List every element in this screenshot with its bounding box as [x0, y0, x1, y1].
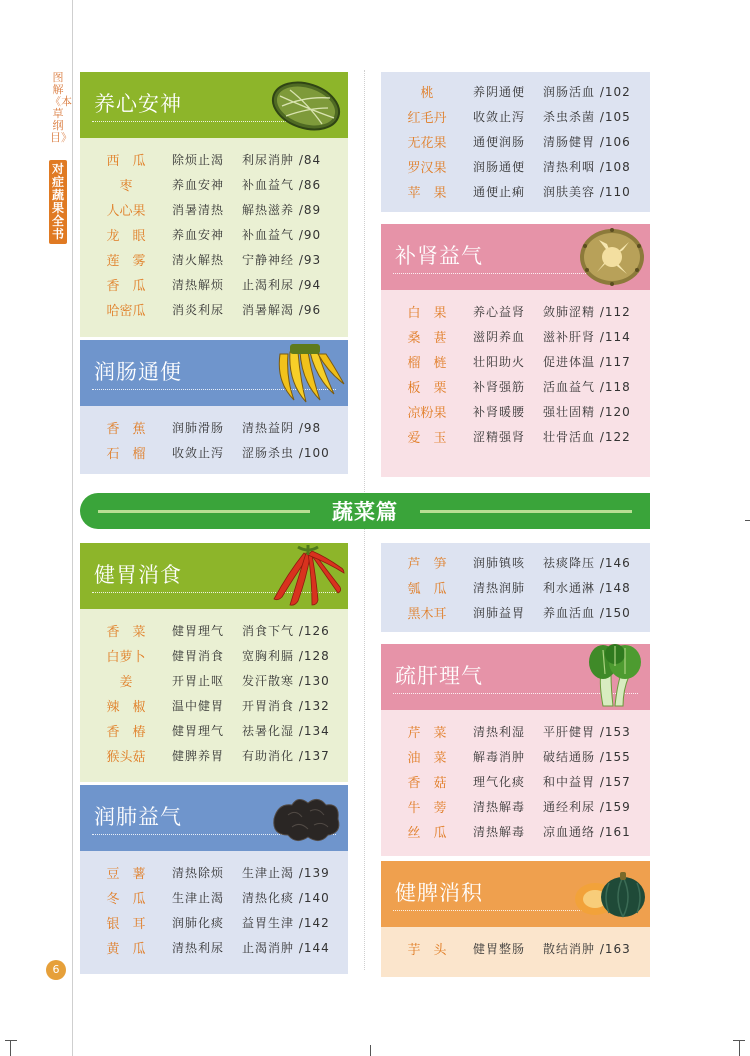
page-number: 6: [46, 960, 66, 980]
list-item[interactable]: 猴头菇 健脾养胃 有助消化 /137: [106, 749, 330, 765]
melon-icon: [268, 78, 344, 134]
category-title: 润肠通便: [94, 360, 182, 384]
list-item[interactable]: 莲 雾 清火解热 宁静神经 /93: [106, 253, 322, 269]
category-block-calm-mind: [80, 72, 348, 337]
category-header: [381, 644, 650, 710]
list-item[interactable]: 芋 头 健胃整肠 散结消肿 /163: [407, 942, 631, 958]
list-item[interactable]: 辣 椒 温中健胃 开胃消食 /132: [106, 699, 330, 715]
category-header: [80, 72, 348, 138]
section-tag: 对症蔬果全书: [49, 160, 67, 244]
list-item[interactable]: 哈密瓜 消炎利尿 消暑解渴 /96: [106, 303, 322, 319]
category-block-lung: [80, 785, 348, 974]
list-item[interactable]: 石 榴 收敛止泻 涩肠杀虫 /100: [106, 446, 330, 462]
list-item[interactable]: 西 瓜 除烦止渴 利尿消肿 /84: [106, 153, 322, 169]
list-item[interactable]: 香 菜 健胃理气 消食下气 /126: [106, 624, 330, 640]
list-item[interactable]: 瓠 瓜 清热润肺 利水通淋 /148: [407, 581, 631, 597]
list-item[interactable]: 桑 葚 滋阴养血 滋补肝肾 /114: [407, 330, 631, 346]
list-item[interactable]: 白萝卜 健胃消食 宽胸利膈 /128: [106, 649, 330, 665]
crop-mark: [745, 520, 750, 521]
category-title: 润肺益气: [94, 805, 182, 829]
list-item[interactable]: 银 耳 润肺化痰 益胃生津 /142: [106, 916, 330, 932]
list-item[interactable]: 芦 笋 润肺镇咳 祛痰降压 /146: [407, 556, 631, 572]
list-item[interactable]: 黑木耳 润肺益胃 养血活血 /150: [407, 606, 631, 622]
category-header: [381, 224, 650, 290]
category-header: [381, 861, 650, 927]
list-item[interactable]: 油 菜 解毒消肿 破结通肠 /155: [407, 750, 631, 766]
list-item[interactable]: 丝 瓜 清热解毒 凉血通络 /161: [407, 825, 631, 841]
bok-choy-icon: [585, 644, 645, 708]
list-item[interactable]: 无花果 通便润肠 清肠健胃 /106: [407, 135, 631, 151]
crop-mark: [739, 1040, 740, 1056]
section-banner-title: 蔬菜篇: [332, 500, 398, 524]
durian-icon: [577, 226, 647, 288]
category-header: [80, 340, 348, 406]
list-item[interactable]: 芹 菜 清热利湿 平肝健胃 /153: [407, 725, 631, 741]
category-header: [80, 543, 348, 609]
chili-pepper-icon: [268, 543, 346, 609]
banana-icon: [272, 342, 346, 404]
list-item[interactable]: 黄 瓜 清热利尿 止渴消肿 /144: [106, 941, 330, 957]
section-banner: [80, 493, 650, 529]
list-item[interactable]: 牛 蒡 清热解毒 通经利尿 /159: [407, 800, 631, 816]
crop-mark: [10, 1040, 11, 1056]
list-item[interactable]: 人心果 消暑清热 解热滋养 /89: [106, 203, 322, 219]
list-item[interactable]: 香 蕉 润肺滑肠 清热益阴 /98: [106, 421, 322, 437]
book-title: 图解《本草纲目》: [50, 71, 72, 144]
black-fungus-icon: [268, 789, 344, 847]
list-item[interactable]: 板 栗 补肾强筋 活血益气 /118: [407, 380, 631, 396]
category-block-bowel: [80, 340, 348, 474]
list-item[interactable]: 桃 养阴通便 润肠活血 /102: [420, 85, 631, 101]
list-item[interactable]: 冬 瓜 生津止渴 清热化痰 /140: [106, 891, 330, 907]
category-block-bowel-continued: [381, 72, 650, 212]
category-title: 健胃消食: [94, 563, 182, 587]
category-title: 健脾消积: [395, 881, 483, 905]
category-header: [80, 785, 348, 851]
list-item[interactable]: 苹 果 通便止痢 润肤美容 /110: [407, 185, 631, 201]
pumpkin-icon: [573, 869, 647, 921]
list-item[interactable]: 白 果 养心益肾 敛肺涩精 /112: [407, 305, 631, 321]
category-block-digestion: [80, 543, 348, 782]
crop-mark: [370, 1045, 371, 1056]
category-block-kidney: [381, 224, 650, 477]
category-title: 补肾益气: [395, 244, 483, 268]
list-item[interactable]: 豆 薯 清热除烦 生津止渴 /139: [106, 866, 330, 882]
list-item[interactable]: 凉粉果 补肾暖腰 强壮固精 /120: [407, 405, 631, 421]
list-item[interactable]: 香 瓜 清热解烦 止渴利尿 /94: [106, 278, 322, 294]
list-item[interactable]: 罗汉果 润肠通便 清热利咽 /108: [407, 160, 631, 176]
category-block-spleen: [381, 861, 650, 977]
category-block-lung-continued: [381, 543, 650, 632]
crop-mark: [5, 1040, 17, 1041]
list-item[interactable]: 姜 开胃止呕 发汗散寒 /130: [119, 674, 330, 690]
list-item[interactable]: 榴 梿 壮阳助火 促进体温 /117: [407, 355, 631, 371]
list-item[interactable]: 红毛丹 收敛止泻 杀虫杀菌 /105: [407, 110, 631, 126]
list-item[interactable]: 香 菇 理气化痰 和中益胃 /157: [407, 775, 631, 791]
list-item[interactable]: 龙 眼 养血安神 补血益气 /90: [106, 228, 322, 244]
list-item[interactable]: 爱 玉 涩精强肾 壮骨活血 /122: [407, 430, 631, 446]
page-spine-line: [72, 0, 73, 1056]
category-title: 养心安神: [94, 92, 182, 116]
list-item[interactable]: 枣 养血安神 补血益气 /86: [119, 178, 322, 194]
category-block-liver: [381, 644, 650, 856]
category-title: 疏肝理气: [395, 664, 483, 688]
list-item[interactable]: 香 椿 健胃理气 祛暑化湿 /134: [106, 724, 330, 740]
